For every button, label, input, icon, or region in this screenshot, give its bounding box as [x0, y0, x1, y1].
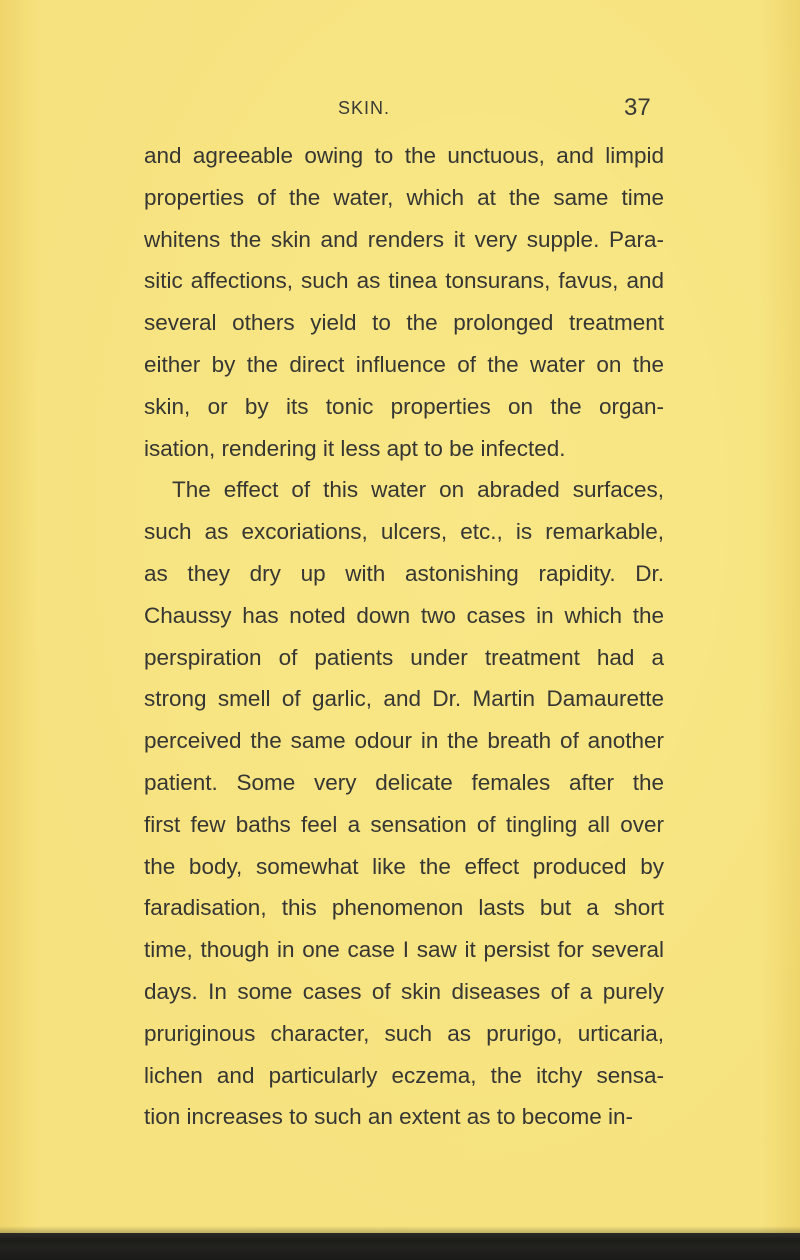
body-text — [144, 135, 664, 1138]
text-line: either by the direct influence of the water on the — [144, 351, 664, 377]
running-title: SKIN. — [338, 98, 391, 118]
text-line: and agreeable owing to the unctuous, and limpid — [144, 143, 664, 168]
page-number: 37 — [624, 94, 651, 121]
text-line: skin, or by its tonic properties on the organ- — [144, 393, 664, 419]
text-line: several others yield to the prolonged treatment — [144, 310, 664, 336]
text-line: perceived the same odour in the breath of another — [144, 728, 664, 754]
text-line: the body, somewhat like the effect produced by — [144, 853, 664, 879]
text-line: pruriginous character, such as prurigo, urticaria, — [144, 1020, 664, 1046]
text-line: first few baths feel a sensation of tingling all over — [144, 811, 664, 837]
text-line: sitic affections, such as tinea tonsurans, favus, and — [144, 268, 664, 294]
text-line: tion increases to such an extent as to become in- — [144, 1104, 634, 1130]
text-line: days. In some cases of skin diseases of a purely — [144, 978, 664, 1004]
text-line: faradisation, this phenomenon lasts but a short — [144, 895, 664, 921]
text-line: patient. Some very delicate females after the — [144, 769, 664, 795]
text-line: such as excoriations, ulcers, etc., is remarkable, — [144, 519, 664, 545]
text-line-paragraph-start: The effect of this water on abraded surfaces, — [172, 477, 664, 503]
text-line: lichen and particularly eczema, the itchy sensa- — [144, 1062, 664, 1088]
text-line: time, though in one case I saw it persist for several — [144, 937, 664, 963]
text-line: whitens the skin and renders it very supple. Para- — [144, 226, 664, 252]
text-line: as they dry up with astonishing rapidity. Dr. — [144, 560, 664, 586]
text-line: Chaussy has noted down two cases in which the — [144, 602, 664, 628]
text-line: properties of the water, which at the same time — [144, 184, 664, 210]
text-line: strong smell of garlic, and Dr. Martin Damaurette — [144, 686, 664, 712]
text-line: isation, rendering it less apt to be infected. — [144, 435, 566, 461]
book-bottom-edge — [0, 1233, 800, 1260]
running-head — [0, 94, 800, 124]
text-line: perspiration of patients under treatment had a — [144, 644, 664, 670]
